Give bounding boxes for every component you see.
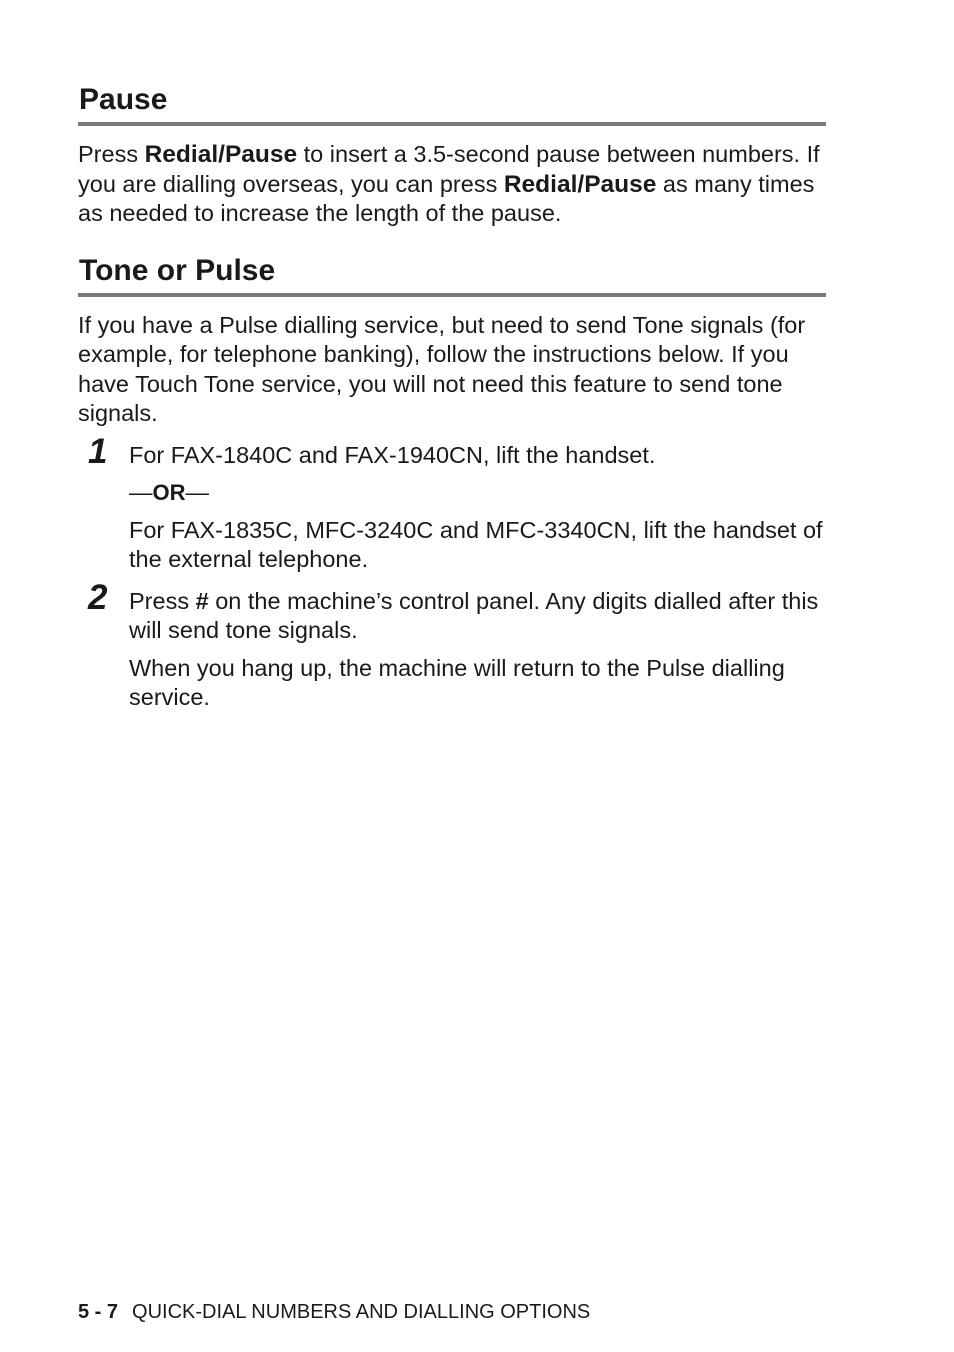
or-word: OR (152, 480, 186, 505)
step-2-text-pre: Press (129, 587, 196, 614)
pause-paragraph (78, 140, 826, 229)
step-number-2: 2 (88, 577, 108, 617)
heading-tone-or-pulse: Tone or Pulse (78, 253, 826, 297)
section-tone-or-pulse (78, 253, 826, 713)
heading-pause: Pause (78, 82, 826, 126)
pause-text-3: as many times as needed to increase the length of the pause. (78, 170, 815, 226)
chapter-title: QUICK-DIAL NUMBERS AND DIALLING OPTIONS (132, 1301, 591, 1323)
redial-pause-key-2: Redial/Pause (503, 170, 657, 198)
or-dash-left: — (129, 479, 153, 505)
redial-pause-key: Redial/Pause (144, 141, 298, 168)
step-2-note: When you hang up, the machine will return to the Pulse dialling service. (129, 654, 785, 710)
tone-intro-paragraph: If you have a Pulse dialling service, but need to send Tone signals (for example, for telephone banking), follow the instructions below. If you have Touch Tone service, you will not need this feature to send tone signals. (78, 311, 806, 426)
step-2-text (129, 587, 826, 646)
page-footer (78, 1299, 590, 1325)
step-number-1: 1 (88, 431, 108, 471)
or-separator (129, 478, 826, 508)
hash-key: # (195, 587, 209, 614)
or-dash-right: — (185, 479, 209, 505)
step-2 (78, 577, 826, 713)
pause-text-1: Press (78, 141, 145, 167)
step-2-text-post: on the machine’s control panel. Any digits dialled after this will send tone signals. (129, 587, 819, 643)
step-1 (78, 431, 826, 575)
pause-text-2: to insert a 3.5-second pause between numbers. If you are dialling overseas, you can press (78, 141, 820, 197)
section-pause (78, 82, 826, 229)
step-1-alt-text: For FAX-1835C, MFC-3240C and MFC-3340CN, lift the handset of the external telephone. (129, 516, 823, 572)
page-number: 5 - 7 (78, 1301, 119, 1323)
step-1-text: For FAX-1840C and FAX-1940CN, lift the handset. (129, 441, 656, 468)
page-content (78, 82, 826, 713)
